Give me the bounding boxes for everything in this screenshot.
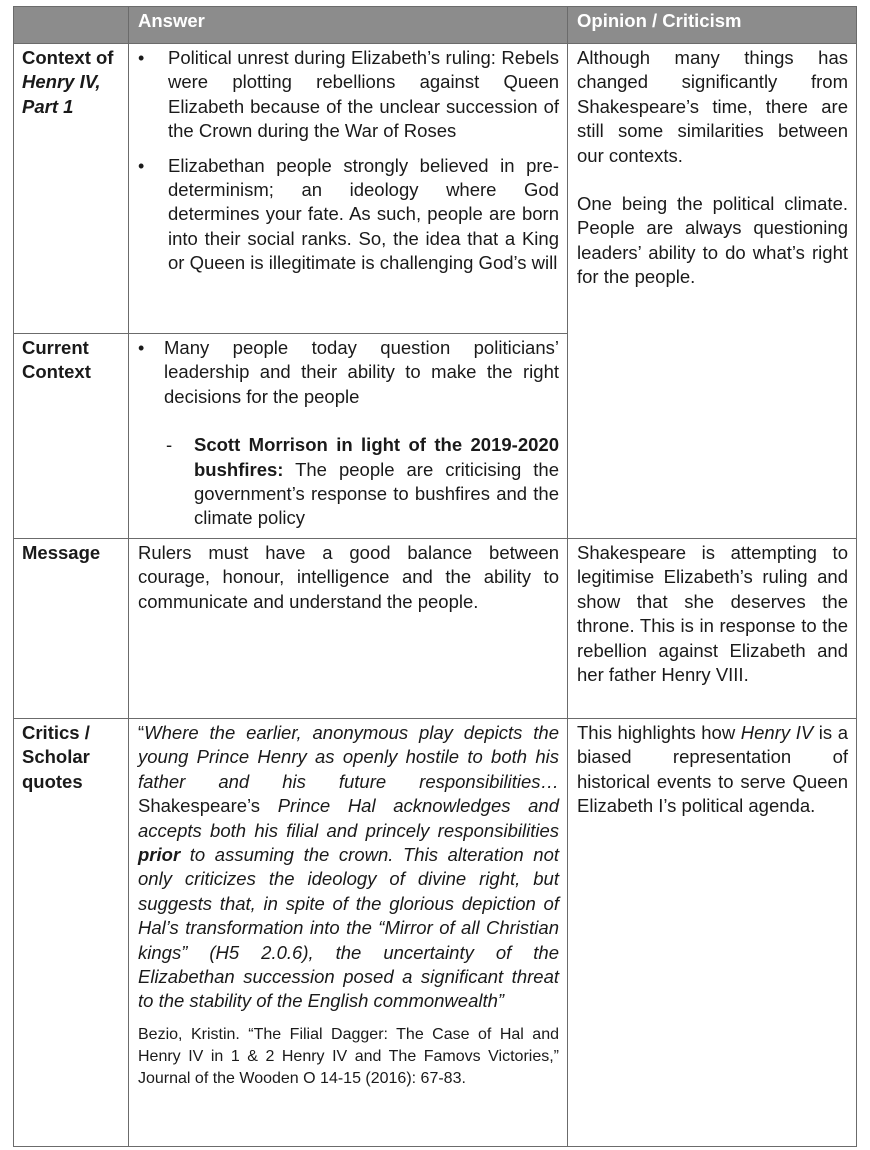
quote-citation: Bezio, Kristin. “The Filial Dagger: The Case of Hal and Henry IV in 1 & 2 Henry IV and The Famovs Victories,” Journal of the Wooden O 14-15 (2016): 67-83. — [138, 1025, 559, 1087]
header-answer: Answer — [129, 7, 568, 44]
header-row — [14, 7, 857, 44]
label-critics: Critics / Scholar quotes — [14, 719, 129, 1147]
row-message — [14, 539, 857, 719]
row-critics — [14, 719, 857, 1147]
opinion-critics: This highlights how Henry IV is a biased representation of historical events to serve Queen Elizabeth I’s political agenda. — [568, 719, 857, 1147]
row-context-henry — [14, 44, 857, 334]
bullet-political-unrest: • Political unrest during Elizabeth’s ruling: Rebels were plotting rebellions against Queen Elizabeth because of the unclear succession of the Crown during the War of Roses — [138, 46, 559, 144]
scholar-quote: “Where the earlier, anonymous play depicts the young Prince Henry as openly hostile to both his father and his future responsibilities… Shakespeare’s Prince Hal acknowledges and accepts both his filial and princely responsibilities prior to assuming the crown. This alteration not only criticizes the ideology of divine right, but suggests that, in spite of the glorious depiction of Hal’s transformation into the “Mirror of all Christian kings” (H5 2.0.6), the uncertainty of the Elizabethan succession posed a significant threat to the stability of the English commonwealth” — [138, 722, 560, 1012]
answer-message: Rulers must have a good balance between courage, honour, intelligence and the ability to communicate and understand the people. — [129, 539, 568, 719]
answer-current-context — [129, 334, 568, 539]
analysis-table — [13, 6, 857, 1147]
dash-item-morrison: - Scott Morrison in light of the 2019-2020 bushfires: The people are criticising the government’s response to bushfires and the climate policy — [166, 434, 559, 529]
answer-context-henry — [129, 44, 568, 334]
label-context-henry: Context of Henry IV, Part 1 — [14, 44, 129, 334]
opinion-similarities: Although many things has changed significantly from Shakespeare’s time, there are still some similarities between our contexts. — [577, 47, 848, 166]
opinion-message: Shakespeare is attempting to legitimise Elizabeth’s ruling and show that she deserves the throne. This is in response to the rebellion against Elizabeth and her father Henry VIII. — [568, 539, 857, 719]
bullet-question-politicians: • Many people today question politicians’ leadership and their ability to make the right decisions for the people — [138, 336, 559, 409]
opinion-political-climate: One being the political climate. People are always questioning leaders’ ability to do what’s right for the people. — [577, 193, 848, 288]
bullet-predeterminism: • Elizabethan people strongly believed in pre-determinism; an ideology where God determines your fate. As such, people are born into their social ranks. So, the idea that a King or Queen is illegitimate is challenging God’s will — [138, 154, 559, 276]
label-current-context: Current Context — [14, 334, 129, 539]
label-message: Message — [14, 539, 129, 719]
opinion-context — [568, 44, 857, 539]
header-blank — [14, 7, 129, 44]
header-opinion: Opinion / Criticism — [568, 7, 857, 44]
answer-critics — [129, 719, 568, 1147]
